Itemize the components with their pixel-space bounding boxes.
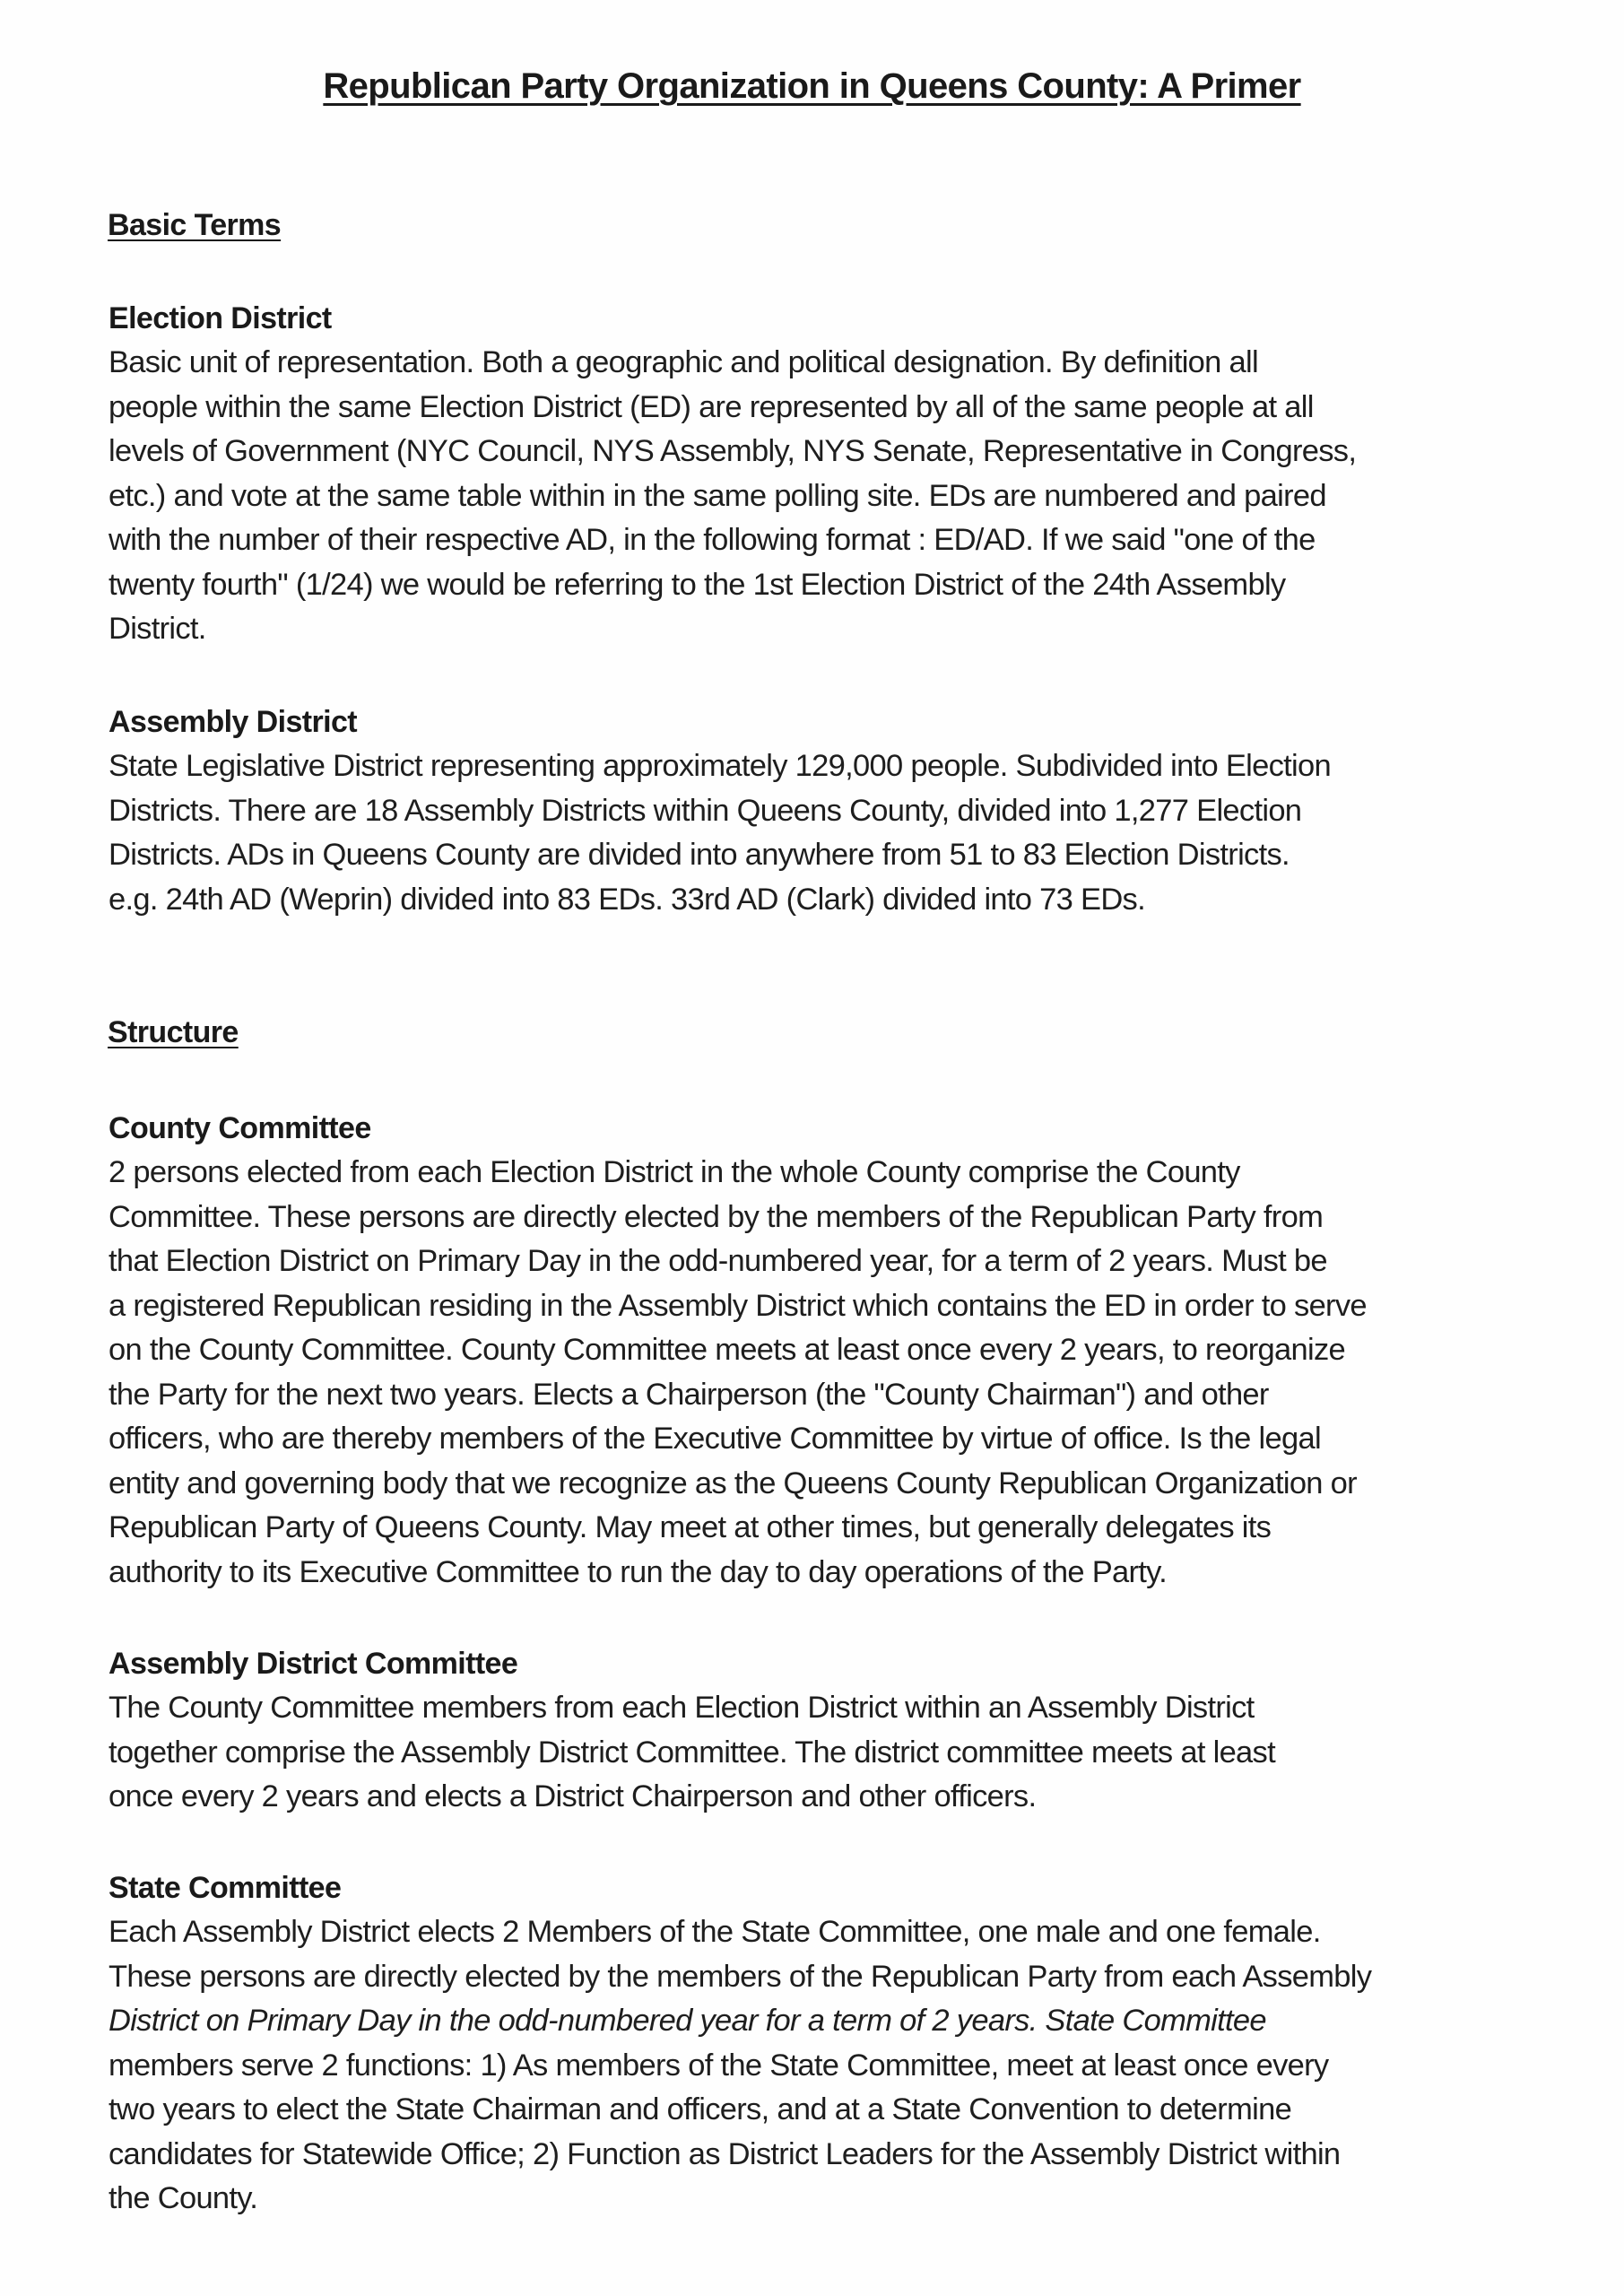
entry-assembly-district-committee: [109, 1641, 1561, 1820]
text-line: levels of Government (NYC Council, NYS Assembly, NYS Senate, Representative in Congress,: [109, 434, 1357, 468]
text-line: etc.) and vote at the same table within in the same polling site. EDs are numbered and paired: [109, 478, 1326, 513]
text-line: once every 2 years and elects a District Chairperson and other officers.: [109, 1779, 1037, 1813]
term-heading: County Committee: [109, 1111, 371, 1145]
section-heading-basic-terms: Basic Terms: [108, 208, 282, 242]
text-line: with the number of their respective AD, in the following format : ED/AD. If we said "one of the: [109, 523, 1316, 557]
text-line: the Party for the next two years. Elects a Chairperson (the "County Chairman") and other: [109, 1377, 1269, 1412]
term-heading: Election District: [109, 301, 332, 335]
text-line: a registered Republican residing in the Assembly District which contains the ED in order to serve: [109, 1288, 1367, 1323]
text-line: twenty fourth" (1/24) we would be referring to the 1st Election District of the 24th Assembly: [109, 567, 1286, 602]
term-definition: [109, 1910, 1561, 2222]
entry-state-committee: [109, 1866, 1561, 2222]
text-line: These persons are directly elected by the members of the Republican Party from each Assembly: [109, 1959, 1372, 1994]
term-heading: State Committee: [109, 1871, 342, 1905]
text-line: officers, who are thereby members of the Executive Committee by virtue of office. Is the legal: [109, 1422, 1321, 1456]
text-line: Each Assembly District elects 2 Members of the State Committee, one male and one female.: [109, 1915, 1321, 1949]
text-line: members serve 2 functions: 1) As members of the State Committee, meet at least once every: [109, 2048, 1329, 2083]
entry-election-district: [109, 296, 1561, 652]
text-line: Committee. These persons are directly elected by the members of the Republican Party from: [109, 1199, 1324, 1234]
text-line: authority to its Executive Committee to run the day to day operations of the Party.: [109, 1554, 1168, 1589]
text-line: people within the same Election District (ED) are represented by all of the same people at all: [109, 389, 1314, 424]
text-line: The County Committee members from each Election District within an Assembly District: [109, 1691, 1255, 1725]
text-line: District.: [109, 612, 206, 646]
text-line: on the County Committee. County Committee meets at least once every 2 years, to reorganize: [109, 1333, 1346, 1367]
text-line: State Legislative District representing approximately 129,000 people. Subdivided into Election: [109, 749, 1331, 783]
term-definition: [109, 1686, 1561, 1820]
text-line: Basic unit of representation. Both a geographic and political designation. By definition all: [109, 345, 1258, 379]
text-line: that Election District on Primary Day in the odd-numbered year, for a term of 2 years. Must be: [109, 1244, 1327, 1278]
term-definition: [109, 341, 1561, 652]
text-line: the County.: [109, 2181, 258, 2215]
text-line: 2 persons elected from each Election District in the whole County comprise the County: [109, 1155, 1240, 1189]
term-definition: [109, 744, 1561, 922]
entry-assembly-district: [109, 700, 1561, 922]
text-line: together comprise the Assembly District Committee. The district committee meets at least: [109, 1735, 1275, 1770]
text-line: two years to elect the State Chairman and officers, and at a State Convention to determine: [109, 2092, 1292, 2126]
text-line: Republican Party of Queens County. May meet at other times, but generally delegates its: [109, 1510, 1272, 1544]
text-line: Districts. There are 18 Assembly Districts within Queens County, divided into 1,277 Election: [109, 793, 1302, 828]
text-line: Districts. ADs in Queens County are divided into anywhere from 51 to 83 Election Districts.: [109, 838, 1290, 872]
term-heading: Assembly District: [109, 705, 358, 739]
document-title: Republican Party Organization in Queens County: A Primer: [323, 66, 1301, 106]
section-heading-structure: Structure: [108, 1015, 239, 1049]
term-definition: [109, 1151, 1561, 1595]
entry-county-committee: [109, 1106, 1561, 1595]
term-heading: Assembly District Committee: [109, 1647, 518, 1681]
text-line: e.g. 24th AD (Weprin) divided into 83 EDs. 33rd AD (Clark) divided into 73 EDs.: [109, 882, 1145, 917]
text-line: candidates for Statewide Office; 2) Function as District Leaders for the Assembly District within: [109, 2136, 1341, 2171]
text-line: District on Primary Day in the odd-numbered year for a term of 2 years. State Committee: [109, 2004, 1266, 2038]
text-line: entity and governing body that we recognize as the Queens County Republican Organization or: [109, 1465, 1357, 1500]
